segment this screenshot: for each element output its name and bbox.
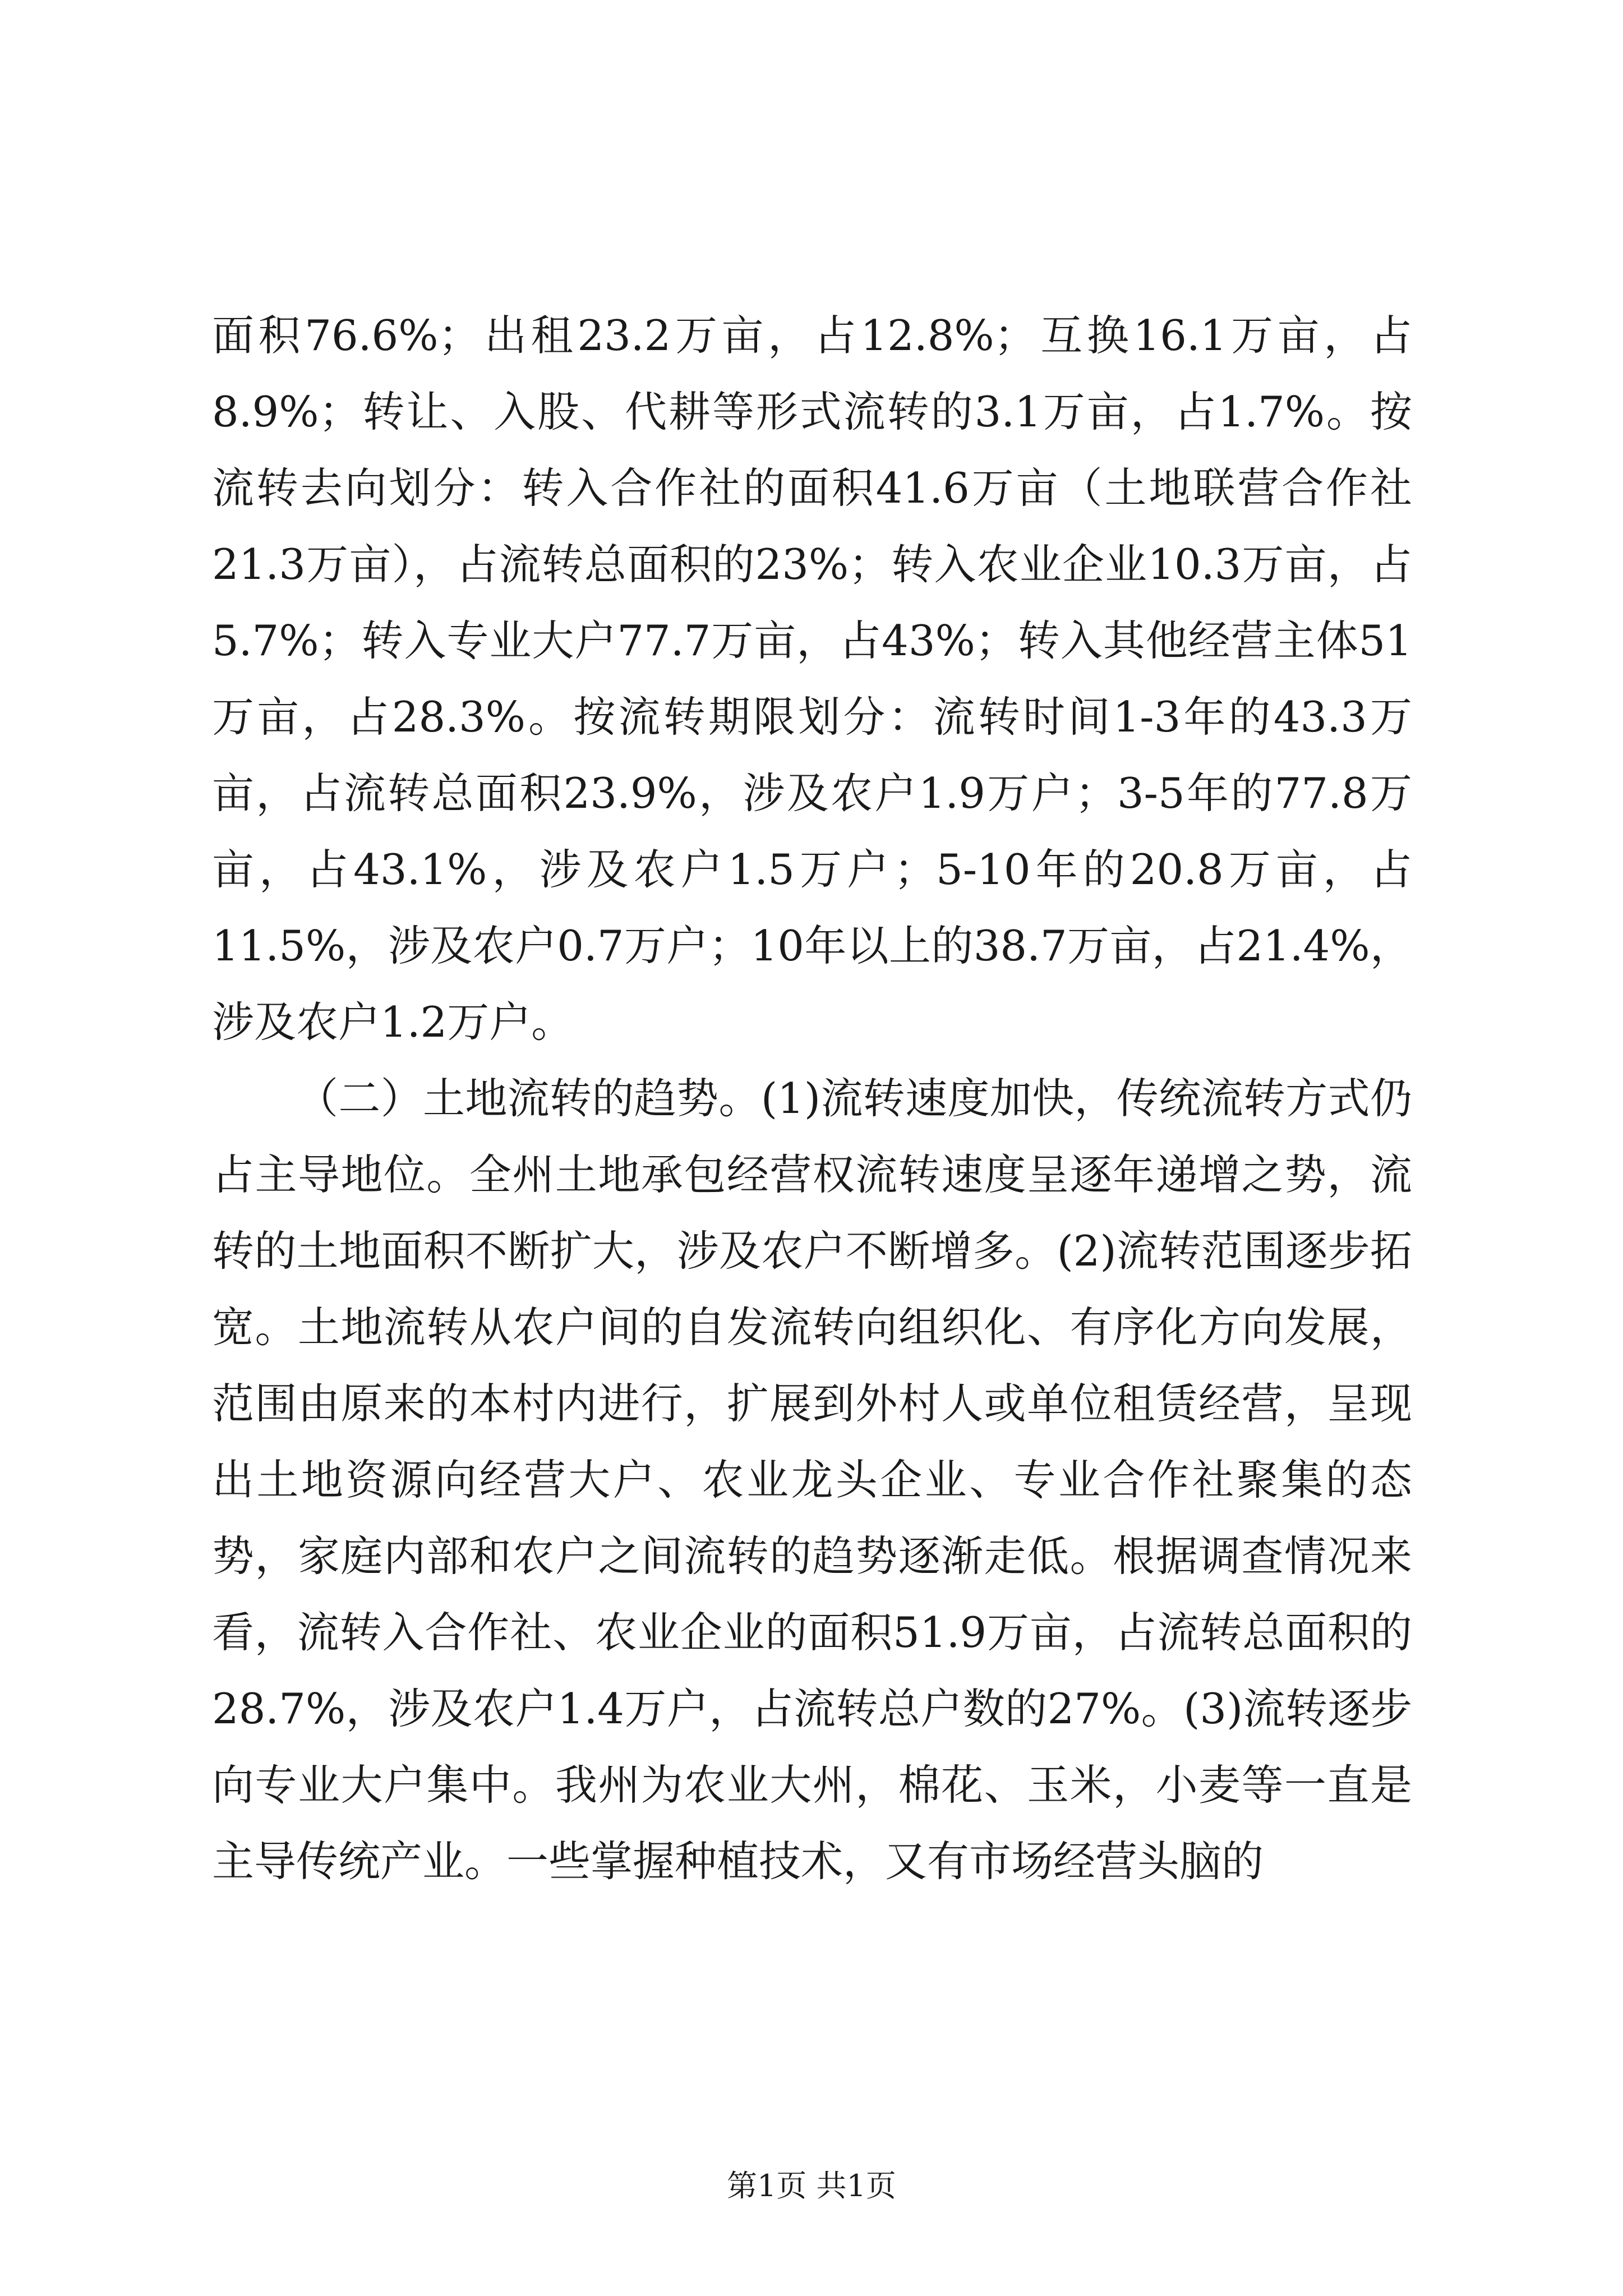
paragraph-continuation: 面积76.6%；出租23.2万亩，占12.8%；互换16.1万亩，占8.9%；转让、入股、代耕等形式流转的3.1万亩，占1.7%。按流转去向划分：转入合作社的面积41.6万亩（土地联营合作社21.3万亩），占流转总面积的23%；转入农业企业10.3万亩，占5.7%；转入专业大户77.7万亩，占43%；转入其他经营主体51万亩，占28.3%。按流转期限划分：流转时间1-3年的43.3万亩，占流转总面积23.9%，涉及农户1.9万户；3-5年的77.8万亩，占43.1%，涉及农户1.5万户；5-10年的20.8万亩，占11.5%，涉及农户0.7万户；10年以上的38.7万亩，占21.4%，涉及农户1.2万户。 (212, 311, 1412, 1047)
page-footer: 第1页 共1页 (727, 2168, 896, 2203)
paragraph-land-transfer-trend: （二）土地流转的趋势。(1)流转速度加快，传统流转方式仍占主导地位。全州土地承包经营权流转速度呈逐年递增之势，流转的土地面积不断扩大，涉及农户不断增多。(2)流转范围逐步拓宽。土地流转从农户间的自发流转向组织化、有序化方向发展，范围由原来的本村内进行，扩展到外村人或单位租赁经营，呈现出土地资源向经营大户、农业龙头企业、专业合作社聚集的态势，家庭内部和农户之间流转的趋势逐渐走低。根据调查情况来看，流转入合作社、农业企业的面积51.9万亩，占流转总面积的28.7%，涉及农户1.4万户，占流转总户数的27%。(3)流转逐步向专业大户集中。我州为农业大州，棉花、玉米，小麦等一直是主导传统产业。一些掌握种植技术，又有市场经营头脑的 (212, 1074, 1412, 1886)
document-body (212, 297, 1412, 1899)
